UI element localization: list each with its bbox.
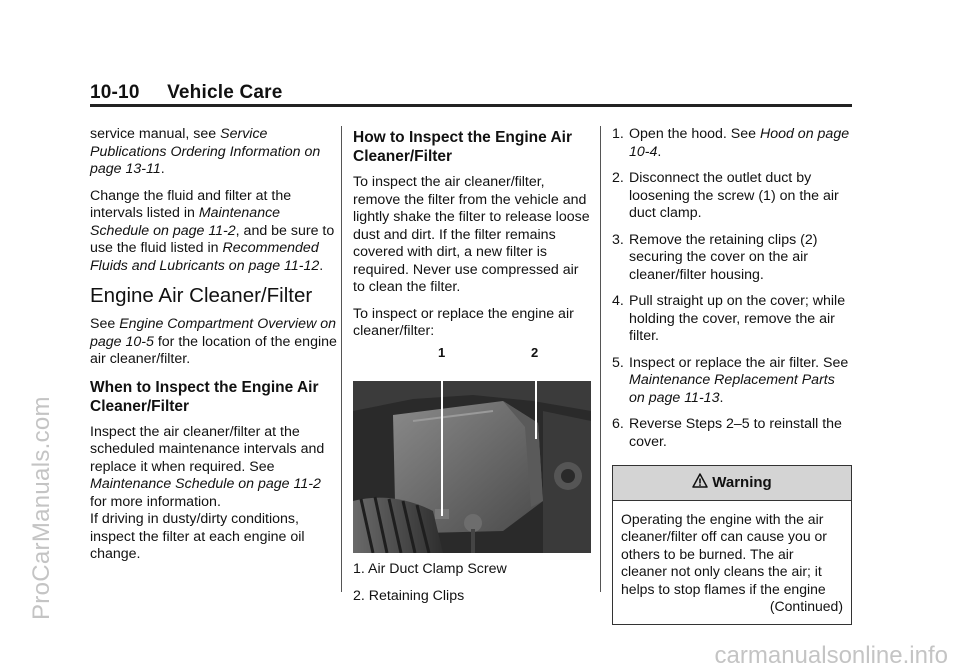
link-maintenance-schedule[interactable]: Maintenance Schedule on page 11-2 (90, 205, 281, 239)
engine-photo-illustration (353, 381, 591, 553)
callout-line-2 (535, 381, 537, 439)
link-service-publications[interactable]: Service Publications Ordering Information on page 13-11 (90, 126, 321, 177)
column-2 (353, 126, 591, 616)
paragraph-inspect-filter: To inspect the air cleaner/filter, remove the filter from the vehicle and lightly shake the filter to release loose dust and dirt. If the filter remains covered with dirt, a new filter is required. Never use compressed air to clean the filter. (353, 174, 590, 295)
engine-air-cleaner-photo (353, 381, 591, 553)
heading-how-to-inspect: How to Inspect the Engine Air Cleaner/Filter (353, 129, 573, 165)
heading-when-to-inspect: When to Inspect the Engine Air Cleaner/Filter (90, 378, 319, 415)
callout-number-1: 1 (438, 345, 446, 360)
step-2: 2. Disconnect the outlet duct by loosening the screw (1) on the air duct clamp. (612, 170, 839, 221)
warning-body (613, 501, 851, 624)
warning-box (612, 465, 852, 625)
paragraph-inspect-intervals: Inspect the air cleaner/filter at the scheduled maintenance intervals and replace it when required. See Maintenance Schedule on page 11-2 for more information. (90, 423, 325, 510)
page-header (90, 82, 283, 104)
page-number: 10-10 (90, 82, 140, 103)
paragraph-see-overview: See Engine Compartment Overview on page 10-5 for the location of the engine air cleaner/filter. (90, 316, 337, 367)
warning-icon (692, 473, 708, 489)
step-5: 5. Inspect or replace the air filter. See Maintenance Replacement Parts on page 11-13. (612, 354, 849, 406)
callout-number-2: 2 (531, 345, 539, 360)
warning-title: Warning (712, 474, 772, 491)
paragraph-change-fluid: Change the fluid and filter at the intervals listed in Maintenance Schedule on page 11-2, and be sure to use the fluid listed in Recommended Fluids and Lubricants on page 11-12. (90, 187, 335, 274)
step-1: 1. Open the hood. See Hood on page 10-4. (612, 126, 850, 160)
paragraph-to-inspect: To inspect or replace the engine air cleaner/filter: (353, 305, 574, 339)
link-maintenance-replacement[interactable]: Maintenance Replacement Parts on page 11-13 (629, 372, 835, 406)
heading-engine-air-cleaner: Engine Air Cleaner/Filter (90, 284, 313, 307)
step-4: 4. Pull straight up on the cover; while holding the cover, remove the air filter. (612, 293, 846, 344)
column-divider-2 (600, 126, 601, 592)
warning-text: Operating the engine with the air cleaner/filter off can cause you or others to be burned. The air cleaner not only cleans the air; it helps to stop flames if the engine (621, 510, 827, 597)
caption-item-1: 1. Air Duct Clamp Screw (353, 560, 507, 577)
header-rule (90, 104, 852, 107)
link-recommended-fluids[interactable]: Recommended Fluids and Lubricants on page 11-12 (90, 240, 320, 274)
continued-label: (Continued) (769, 598, 843, 614)
link-engine-compartment[interactable]: Engine Compartment Overview on page 10-5 (90, 316, 337, 350)
warning-header (613, 466, 851, 501)
caption-item-2: 2. Retaining Clips (353, 588, 465, 604)
column-divider-1 (341, 126, 342, 592)
column-3 (612, 126, 852, 625)
watermark-footer: carmanualsonline.info (714, 642, 948, 669)
link-maintenance-schedule-2[interactable]: Maintenance Schedule on page 11-2 (90, 476, 321, 492)
watermark-side: ProCarManuals.com (28, 396, 55, 620)
section-title: Vehicle Care (167, 82, 283, 103)
photo-caption (353, 561, 591, 606)
step-6: 6. Reverse Steps 2–5 to reinstall the cover. (612, 416, 842, 450)
step-3: 3. Remove the retaining clips (2) securing the cover on the air cleaner/filter housing. (612, 231, 818, 283)
column-1 (90, 126, 338, 573)
paragraph-dusty-conditions: If driving in dusty/dirty conditions, inspect the filter at each engine oil change. (90, 511, 305, 562)
callout-line-1 (441, 381, 443, 516)
paragraph-service-manual: service manual, see Service Publications Ordering Information on page 13-11. (90, 126, 321, 177)
link-hood[interactable]: Hood on page 10-4 (629, 126, 850, 160)
